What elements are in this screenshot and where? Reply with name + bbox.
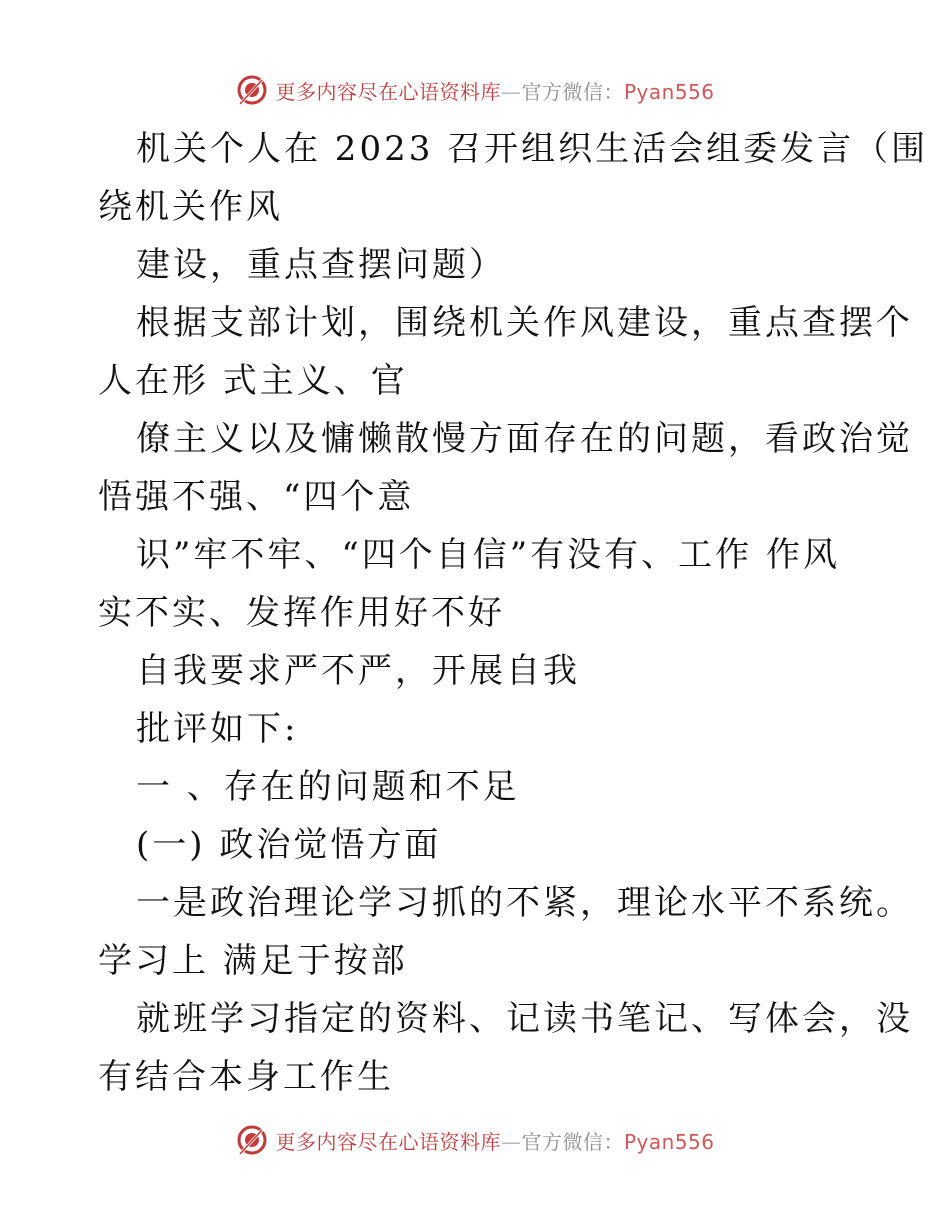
paragraph-line: 僚主义以及慵懒散慢方面存在的问题，看政治觉	[136, 419, 913, 459]
paragraph-line: 就班学习指定的资料、记读书笔记、写体会，没	[136, 999, 913, 1039]
section-heading: 一 、存在的问题和不足	[136, 767, 520, 807]
paragraph-line: 根据支部计划，围绕机关作风建设，重点查摆个	[136, 303, 913, 343]
watermark-text: 更多内容尽在心语资料库—官方微信：Pyan556	[275, 79, 715, 104]
paragraph-line: 人在形 式主义、官	[98, 361, 408, 401]
watermark-text: 更多内容尽在心语资料库—官方微信：Pyan556	[275, 1129, 715, 1154]
subsection-heading: (一) 政治觉悟方面	[136, 825, 442, 865]
title-line-2: 绕机关作风	[98, 187, 283, 227]
document-body	[98, 120, 929, 1106]
paragraph-line: 识”牢不牢、“四个自信”有没有、工作 作风	[136, 535, 840, 575]
paragraph-line: 实不实、发挥作用好不好	[98, 593, 505, 633]
title-line-1: 机关个人在 2023 召开组织生活会组委发言（围	[136, 129, 929, 169]
footer-watermark	[0, 1120, 950, 1160]
paragraph-line: 学习上 满足于按部	[98, 941, 408, 981]
quill-seal-icon	[235, 1123, 269, 1157]
paragraph-line: 批评如下:	[136, 709, 299, 749]
paragraph-line: 悟强不强、“四个意	[98, 477, 415, 517]
header-watermark	[0, 70, 950, 110]
paragraph-line: 有结合本身工作生	[98, 1057, 394, 1097]
quill-seal-icon	[235, 73, 269, 107]
paragraph-line: 自我要求严不严，开展自我	[136, 651, 580, 691]
paragraph-line: 一是政治理论学习抓的不紧，理论水平不系统。	[136, 883, 913, 923]
title-line-3: 建设，重点查摆问题）	[136, 245, 506, 285]
